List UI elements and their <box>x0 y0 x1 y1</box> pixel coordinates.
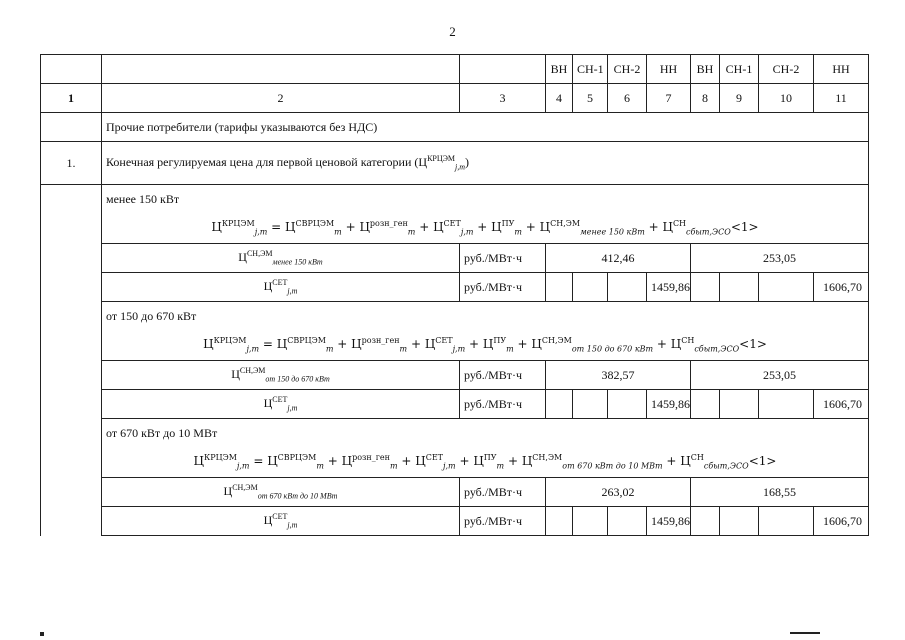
col-num: 2 <box>102 84 460 113</box>
item-sym-sup: КРЦЭМ <box>427 154 456 164</box>
unit: руб./МВт·ч <box>460 244 546 273</box>
value-cell: 382,57 <box>546 361 691 390</box>
value-cell <box>546 507 573 536</box>
value-cell <box>546 273 573 302</box>
value-cell: 1459,86 <box>647 390 691 419</box>
col-num: 4 <box>546 84 573 113</box>
item-text-close: ) <box>465 155 470 170</box>
block-heading-row <box>41 302 869 331</box>
formula: $Ц^{КРЦЭМ}_{j,m} = Ц^{СВРЦЭМ}_m + Ц^{розн\_ген}_m + Ц^{СЕТ}_{j,m} + Ц^{ПУ}_m + Ц^{СН,ЭМ}_{от 150 до 670 кВт} + Ц^{СН}_{сбыт,ЭСО}<1>$ <box>102 330 869 361</box>
value-cell: 1606,70 <box>814 273 869 302</box>
col-num: 10 <box>759 84 814 113</box>
value-cell: 412,46 <box>546 244 691 273</box>
section-row <box>41 113 869 142</box>
value-cell <box>720 273 759 302</box>
col-num: 9 <box>720 84 759 113</box>
value-cell <box>546 390 573 419</box>
row-label: $Ц^{СН,ЭМ}_{менее 150 кВт}$ <box>102 244 460 273</box>
left-gutter <box>41 185 102 536</box>
value-cell <box>608 390 647 419</box>
data-row-set <box>41 273 869 302</box>
tariff-table <box>40 54 869 536</box>
formula: $Ц^{КРЦЭМ}_{j,m} = Ц^{СВРЦЭМ}_m + Ц^{розн\_ген}_m + Ц^{СЕТ}_{j,m} + Ц^{ПУ}_m + Ц^{СН,ЭМ}_{менее 150 кВт} + Ц^{СН}_{сбыт,ЭСО}<1>$ <box>102 213 869 244</box>
header-volt: ВН <box>546 55 573 84</box>
unit: руб./МВт·ч <box>460 361 546 390</box>
item-row <box>41 142 869 185</box>
value-cell: 1459,86 <box>647 273 691 302</box>
value-cell <box>759 390 814 419</box>
block-heading: от 150 до 670 кВт <box>102 302 869 331</box>
header-volt: НН <box>814 55 869 84</box>
item-number: 1. <box>41 142 102 185</box>
header-volt: СН-1 <box>720 55 759 84</box>
value-cell: 1459,86 <box>647 507 691 536</box>
value-cell <box>691 507 720 536</box>
block-heading: от 670 кВт до 10 МВт <box>102 419 869 448</box>
data-row-sn <box>41 361 869 390</box>
value-cell: 253,05 <box>691 361 869 390</box>
column-numbers-row <box>41 84 869 113</box>
data-row-set <box>41 390 869 419</box>
block-heading-row <box>41 185 869 214</box>
item-text-main: Конечная регулируемая цена для первой ценовой категории (Ц <box>106 155 428 170</box>
header-cell-empty-3 <box>460 55 546 84</box>
header-volt: ВН <box>691 55 720 84</box>
value-cell <box>573 390 608 419</box>
block-heading-row <box>41 419 869 448</box>
row-label: $Ц^{СЕТ}_{j,m}$ <box>102 273 460 302</box>
data-row-set <box>41 507 869 536</box>
value-cell: 1606,70 <box>814 390 869 419</box>
data-row-sn <box>41 244 869 273</box>
value-cell <box>759 273 814 302</box>
unit: руб./МВт·ч <box>460 273 546 302</box>
unit: руб./МВт·ч <box>460 478 546 507</box>
col-num: 8 <box>691 84 720 113</box>
row-label: $Ц^{СЕТ}_{j,m}$ <box>102 507 460 536</box>
value-cell: 1606,70 <box>814 507 869 536</box>
value-cell: 253,05 <box>691 244 869 273</box>
value-cell <box>608 507 647 536</box>
section-title: Прочие потребители (тарифы указываются без НДС) <box>102 113 869 142</box>
value-cell <box>720 390 759 419</box>
scan-mark <box>40 632 44 636</box>
value-cell: 168,55 <box>691 478 869 507</box>
row-label: $Ц^{СН,ЭМ}_{от 150 до 670 кВт}$ <box>102 361 460 390</box>
item-sym-sub: j,m <box>455 162 466 172</box>
value-cell <box>759 507 814 536</box>
row-label: $Ц^{СН,ЭМ}_{от 670 кВт до 10 МВт}$ <box>102 478 460 507</box>
row-label: $Ц^{СЕТ}_{j,m}$ <box>102 390 460 419</box>
value-cell: 263,02 <box>546 478 691 507</box>
page-number: 2 <box>449 24 456 39</box>
col-num: 1 <box>41 84 102 113</box>
header-volt: НН <box>647 55 691 84</box>
unit: руб./МВт·ч <box>460 507 546 536</box>
unit: руб./МВт·ч <box>460 390 546 419</box>
voltage-header-row <box>41 55 869 84</box>
scan-mark <box>790 632 820 634</box>
data-row-sn <box>41 478 869 507</box>
section-empty <box>41 113 102 142</box>
col-num: 5 <box>573 84 608 113</box>
item-text <box>102 142 869 185</box>
header-cell-empty-2 <box>102 55 460 84</box>
header-volt: СН-2 <box>759 55 814 84</box>
col-num: 3 <box>460 84 546 113</box>
value-cell <box>691 273 720 302</box>
formula-row <box>41 213 869 244</box>
formula-row <box>41 330 869 361</box>
value-cell <box>691 390 720 419</box>
header-cell-empty-1 <box>41 55 102 84</box>
value-cell <box>573 273 608 302</box>
col-num: 7 <box>647 84 691 113</box>
value-cell <box>720 507 759 536</box>
col-num: 11 <box>814 84 869 113</box>
value-cell <box>608 273 647 302</box>
value-cell <box>573 507 608 536</box>
header-volt: СН-2 <box>608 55 647 84</box>
col-num: 6 <box>608 84 647 113</box>
formula: $Ц^{КРЦЭМ}_{j,m} = Ц^{СВРЦЭМ}_m + Ц^{розн\_ген}_m + Ц^{СЕТ}_{j,m} + Ц^{ПУ}_m + Ц^{СН,ЭМ}_{от 670 кВт до 10 МВт} + Ц^{СН}_{сбыт,ЭСО}<1>$ <box>102 447 869 478</box>
header-volt: СН-1 <box>573 55 608 84</box>
block-heading: менее 150 кВт <box>102 185 869 214</box>
formula-row <box>41 447 869 478</box>
